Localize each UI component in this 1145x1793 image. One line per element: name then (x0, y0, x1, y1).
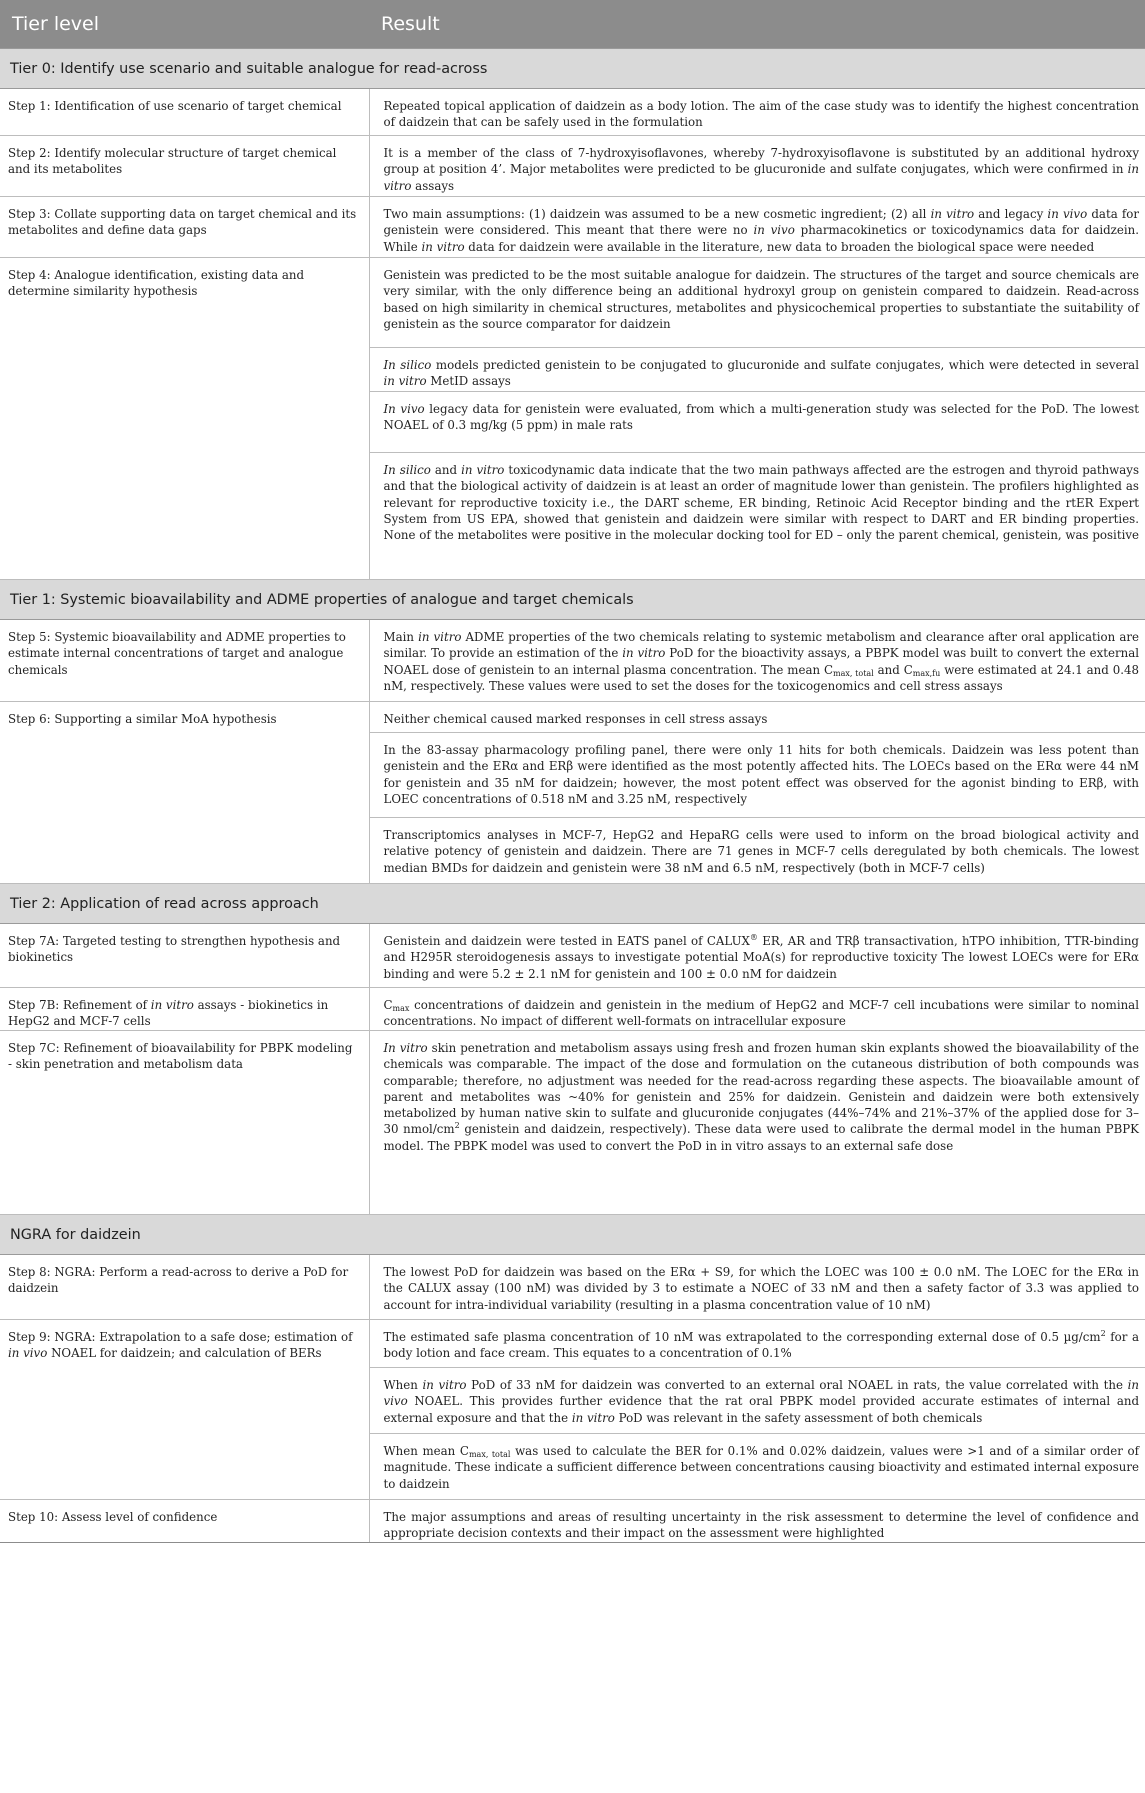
step-cell: Step 10: Assess level of confidence (0, 1500, 369, 1543)
result-cell: $C_{max}$ concentrations of daidzein and genistein in the medium of HepG2 and MCF-7 cell incubations were similar to nominal concentrations. No impact of different well-formats on intracellular exposure (369, 988, 1145, 1031)
table-body (0, 49, 1145, 1543)
tier-section-row (0, 580, 1145, 620)
table-row (0, 620, 1145, 702)
result-cell: Two main assumptions: (1) daidzein was assumed to be a new cosmetic ingredient; (2) all in vitro and legacy in vivo data for genistein were considered. This meant that there were no in vivo pharmacokinetics or toxicodynamics data for daidzein. While in vitro data for daidzein were available in the literature, new data to broaden the biological space were needed (369, 197, 1145, 258)
step-cell: Step 6: Supporting a similar MoA hypothesis (0, 702, 369, 884)
step-cell: Step 7A: Targeted testing to strengthen hypothesis and biokinetics (0, 924, 369, 988)
table-row (0, 988, 1145, 1031)
table-row (0, 136, 1145, 197)
result-cell: The major assumptions and areas of resulting uncertainty in the risk assessment to determine the level of confidence and appropriate decision contexts and their impact on the assessment were highlighted (369, 1500, 1145, 1543)
result-cell: Genistein was predicted to be the most suitable analogue for daidzein. The structures of the target and source chemicals are very similar, with the only difference being an additional hydroxyl group on genistein compared to daidzein. Read-across based on high similarity in chemical structures, metabolites and physicochemical properties to substantiate the suitability of genistein as the source comparator for daidzein (369, 258, 1145, 348)
step-cell: Step 3: Collate supporting data on target chemical and its metabolites and define data gaps (0, 197, 369, 258)
result-cell: The estimated safe plasma concentration of 10 nM was extrapolated to the corresponding external dose of 0.5 $\mu g/cm^2$ for a body lotion and face cream. This equates to a concentration of 0.1% (369, 1320, 1145, 1368)
result-cell: In silico and in vitro toxicodynamic data indicate that the two main pathways affected are the estrogen and thyroid pathways and that the biological activity of daidzein is at least an order of magnitude lower than genistein. The profilers highlighted as relevant for reproductive toxicity i.e., the DART scheme, ER binding, Retinoic Acid Receptor binding and the rtER Expert System from US EPA, showed that genistein and daidzein were similar with respect to DART and ER binding properties. None of the metabolites were positive in the molecular docking tool for ED – only the parent chemical, genistein, was positive (369, 453, 1145, 580)
result-cell: The lowest PoD for daidzein was based on the ERα + S9, for which the LOEC was 100 ± 0.0 nM. The LOEC for the ERα in the CALUX assay (100 nM) was divided by 3 to estimate a NOEC of 33 nM and then a safety factor of 3.3 was applied to account for intra-individual variability (resulting in a plasma concentration value of 10 nM) (369, 1255, 1145, 1320)
step-cell: Step 8: NGRA: Perform a read-across to derive a PoD for daidzein (0, 1255, 369, 1320)
result-cell: Repeated topical application of daidzein as a body lotion. The aim of the case study was to identify the highest concentration of daidzein that can be safely used in the formulation (369, 89, 1145, 136)
result-cell: Neither chemical caused marked responses in cell stress assays (369, 702, 1145, 733)
step-cell: Step 1: Identification of use scenario of target chemical (0, 89, 369, 136)
table-row (0, 197, 1145, 258)
result-cell: It is a member of the class of 7-hydroxyisoflavones, whereby 7-hydroxyisoflavone is substituted by an additional hydroxy group at position 4’. Major metabolites were predicted to be glucuronide and sulfate conjugates, which were confirmed in in vitro assays (369, 136, 1145, 197)
result-cell: Main in vitro ADME properties of the two chemicals relating to systemic metabolism and clearance after oral application are similar. To provide an estimation of the in vitro PoD for the bioactivity assays, a PBPK model was built to convert the external NOAEL dose of genistein to an internal plasma concentration. The mean $C_{max, total}$ and $C_{max,fu}$ were estimated at 24.1 and 0.48 nM, respectively. These values were used to set the doses for the toxicogenomics and cell stress assays (369, 620, 1145, 702)
table-header-row (0, 0, 1145, 49)
step-cell: Step 9: NGRA: Extrapolation to a safe dose; estimation of in vivo NOAEL for daidzein; and calculation of BERs (0, 1320, 369, 1500)
header-result: Result (369, 0, 1145, 49)
step-cell: Step 7B: Refinement of in vitro assays - biokinetics in HepG2 and MCF-7 cells (0, 988, 369, 1031)
result-cell: When in vitro PoD of 33 nM for daidzein was converted to an external oral NOAEL in rats, the value correlated with the in vivo NOAEL. This provides further evidence that the rat oral PBPK model provided accurate estimates of internal and external exposure and that the in vitro PoD was relevant in the safety assessment of both chemicals (369, 1368, 1145, 1434)
header-tier-level: Tier level (0, 0, 369, 49)
step-cell: Step 4: Analogue identification, existing data and determine similarity hypothesis (0, 258, 369, 580)
tier-section-title: Tier 0: Identify use scenario and suitable analogue for read-across (0, 49, 1145, 89)
table-row (0, 1255, 1145, 1320)
tier-section-row (0, 49, 1145, 89)
table-row (0, 258, 1145, 348)
tier-section-title: Tier 1: Systemic bioavailability and ADME properties of analogue and target chemicals (0, 580, 1145, 620)
tier-section-title: NGRA for daidzein (0, 1215, 1145, 1255)
tier-section-row (0, 884, 1145, 924)
result-cell: In vivo legacy data for genistein were evaluated, from which a multi-generation study was selected for the PoD. The lowest NOAEL of 0.3 mg/kg (5 ppm) in male rats (369, 392, 1145, 453)
table-row (0, 924, 1145, 988)
result-cell: Genistein and daidzein were tested in EATS panel of CALUX® ER, AR and TRβ transactivation, hTPO inhibition, TTR-binding and H295R steroidogenesis assays to investigate potential MoA(s) for reproductive toxicity The lowest LOECs were for ERα binding and were 5.2 ± 2.1 nM for genistein and 100 ± 0.0 nM for daidzein (369, 924, 1145, 988)
table-row (0, 89, 1145, 136)
result-cell: When mean $C_{max, total}$ was used to calculate the BER for 0.1% and 0.02% daidzein, values were >1 and of a similar order of magnitude. These indicate a sufficient difference between concentrations causing bioactivity and estimated internal exposure to daidzein (369, 1434, 1145, 1500)
tier-section-row (0, 1215, 1145, 1255)
result-cell: In the 83-assay pharmacology profiling panel, there were only 11 hits for both chemicals. Daidzein was less potent than genistein and the ERα and ERβ were identified as the most potently affected hits. The LOECs based on the ERα were 44 nM for genistein and 35 nM for daidzein; however, the most potent effect was observed for the agonist binding to ERβ, with LOEC concentrations of 0.518 nM and 3.25 nM, respectively (369, 733, 1145, 818)
table-row (0, 1500, 1145, 1543)
result-cell: In silico models predicted genistein to be conjugated to glucuronide and sulfate conjugates, which were detected in several in vitro MetID assays (369, 348, 1145, 392)
table-row (0, 702, 1145, 733)
tier-section-title: Tier 2: Application of read across approach (0, 884, 1145, 924)
step-cell: Step 2: Identify molecular structure of target chemical and its metabolites (0, 136, 369, 197)
result-cell: Transcriptomics analyses in MCF-7, HepG2 and HepaRG cells were used to inform on the broad biological activity and relative potency of genistein and daidzein. There are 71 genes in MCF-7 cells deregulated by both chemicals. The lowest median BMDs for daidzein and genistein were 38 nM and 6.5 nM, respectively (both in MCF-7 cells) (369, 818, 1145, 884)
step-cell: Step 7C: Refinement of bioavailability for PBPK modeling - skin penetration and metabolism data (0, 1031, 369, 1215)
step-cell: Step 5: Systemic bioavailability and ADME properties to estimate internal concentrations of target and analogue chemicals (0, 620, 369, 702)
result-cell: In vitro skin penetration and metabolism assays using fresh and frozen human skin explants showed the bioavailability of the chemicals was comparable. The impact of the dose and formulation on the cutaneous distribution of both compounds was comparable; therefore, no adjustment was needed for the read-across regarding these aspects. The bioavailable amount of parent and metabolites was ~40% for genistein and 25% for daidzein. Genistein and daidzein were both extensively metabolized by human native skin to sulfate and glucuronide conjugates (44%–74% and 21%–37% of the applied dose for 3–30 nmol/$cm^2$ genistein and daidzein, respectively). These data were used to calibrate the dermal model in the human PBPK model. The PBPK model was used to convert the PoD in in vitro assays to an external safe dose (369, 1031, 1145, 1215)
table-row (0, 1031, 1145, 1215)
table-row (0, 1320, 1145, 1368)
